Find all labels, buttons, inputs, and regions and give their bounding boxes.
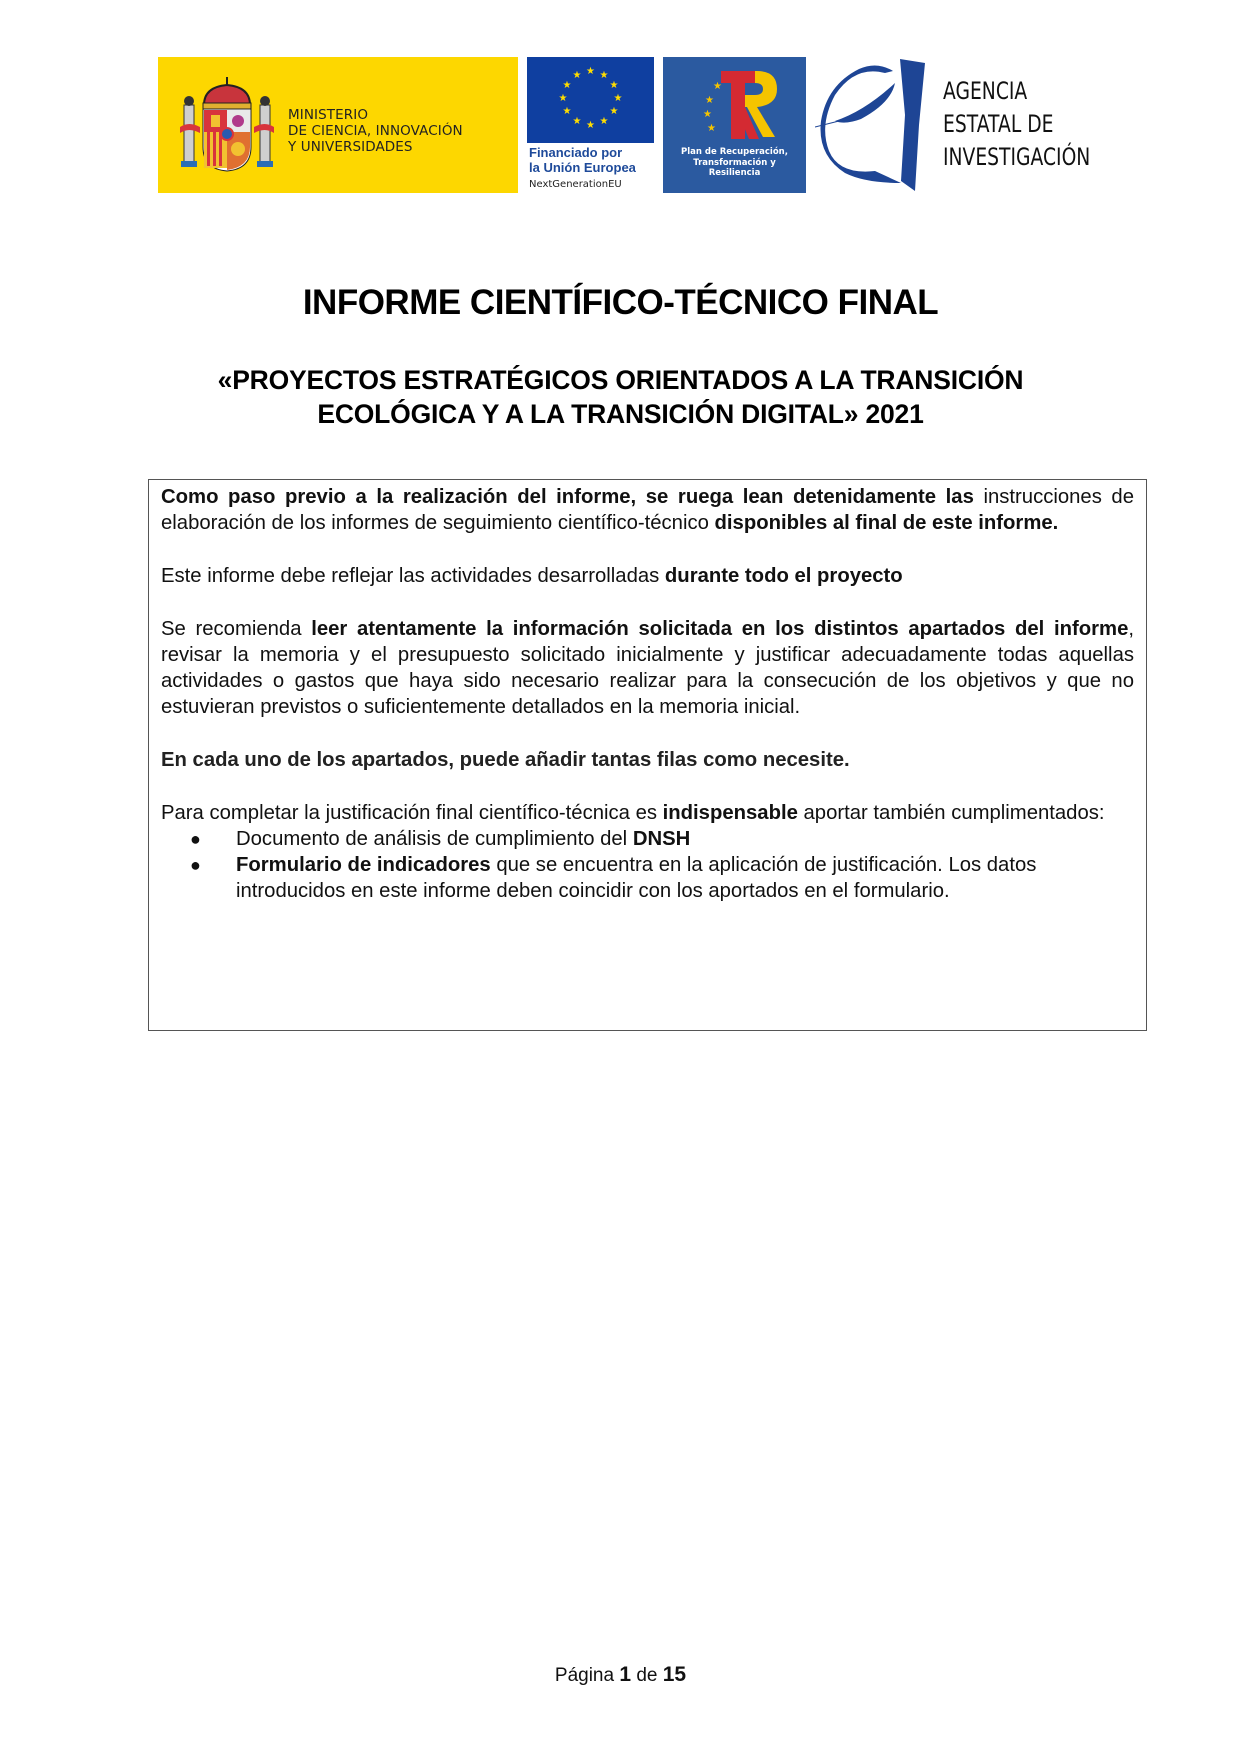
ministerio-logo <box>158 57 518 193</box>
eu-flag-icon <box>527 57 654 143</box>
prtr-line-1: Plan de Recuperación, <box>681 147 788 157</box>
p1-bold-end: disponibles al final de este informe. <box>714 512 1059 534</box>
svg-text:★: ★ <box>562 106 572 117</box>
aei-emblem-icon <box>815 55 935 195</box>
eu-line-1: Financiado por <box>529 145 623 160</box>
ministerio-name <box>288 107 463 155</box>
p3-text-start: Se recomienda <box>161 618 312 640</box>
svg-text:★: ★ <box>572 70 582 81</box>
page-of-label: de <box>636 1665 658 1686</box>
svg-text:★: ★ <box>572 116 582 127</box>
bullet-icon: ● <box>190 829 201 849</box>
instructions-paragraph-3 <box>161 616 1134 720</box>
prtr-line-3: Resiliencia <box>708 168 761 178</box>
svg-text:★: ★ <box>586 120 595 131</box>
bullet-2-text: que se encuentra en la aplicación de justificación. Los datos introducidos en este informe deben coincidir con los aportados en el formulario. <box>236 854 1037 902</box>
p3-text-end: , revisar la memoria y el presupuesto solicitado inicialmente y justificar adecuadamente todas aquellas actividades o gastos que haya sido necesario realizar para la consecución de los objetivos y que no estuvieran previstos o suficientemente detallados en la memoria inicial. <box>161 618 1134 718</box>
p5-text-end: aportar también cumplimentados: <box>797 802 1105 824</box>
instructions-box <box>148 479 1147 1031</box>
p2-text: Este informe debe reflejar las actividades desarrolladas <box>161 565 665 587</box>
page-number-footer <box>0 1663 1241 1687</box>
prtr-text <box>663 147 806 179</box>
svg-text:★: ★ <box>558 93 568 104</box>
p4-bold: En cada uno de los apartados, puede añadir tantas filas como necesite. <box>161 749 850 771</box>
current-page: 1 <box>619 1663 632 1686</box>
svg-text:★: ★ <box>703 109 712 120</box>
aei-line-1: AGENCIA <box>943 77 1028 105</box>
aei-name <box>943 75 1090 174</box>
instructions-paragraph-4 <box>161 747 1134 773</box>
p2-bold: durante todo el proyecto <box>664 565 903 587</box>
total-pages: 15 <box>662 1663 687 1686</box>
ministerio-line-3: Y UNIVERSIDADES <box>288 139 413 155</box>
svg-text:★: ★ <box>562 80 572 91</box>
p1-bold-intro: Como paso previo a la realización del informe, se ruega lean detenidamente las <box>161 486 974 508</box>
svg-text:★: ★ <box>599 116 609 127</box>
bullet-1-text: Documento de análisis de cumplimiento del <box>236 828 633 850</box>
document-title: INFORME CIENTÍFICO-TÉCNICO FINAL <box>302 283 939 322</box>
p3-bold: leer atentamente la información solicitada en los distintos apartados del informe <box>311 618 1129 640</box>
instructions-paragraph-5 <box>161 800 1134 826</box>
p1-text: instrucciones de elaboración de los informes de seguimiento científico-técnico <box>161 486 1134 534</box>
ministerio-line-2: DE CIENCIA, INNOVACIÓN <box>288 123 463 139</box>
eu-line-2: la Unión Europea <box>529 160 636 175</box>
instructions-paragraph-2 <box>161 563 1134 589</box>
prtr-line-2: Transformación y <box>693 157 776 168</box>
document-subtitle <box>0 363 1241 431</box>
svg-text:★: ★ <box>609 80 619 91</box>
svg-text:★: ★ <box>609 106 619 117</box>
aei-line-2: ESTATAL DE <box>943 110 1054 138</box>
next-generation-eu-text: NextGenerationEU <box>529 179 622 190</box>
list-item <box>161 852 1134 904</box>
required-documents-list <box>161 826 1134 904</box>
svg-text:★: ★ <box>713 81 722 92</box>
bullet-1-bold: DNSH <box>632 828 691 850</box>
page-label: Página <box>554 1665 615 1686</box>
svg-text:★: ★ <box>707 123 716 134</box>
prtr-logo <box>663 57 806 193</box>
eu-funding-text <box>529 145 636 175</box>
p5-text-start: Para completar la justificación final científico-técnica es <box>161 802 663 824</box>
svg-text:★: ★ <box>705 95 714 106</box>
instructions-content <box>161 484 1134 904</box>
instructions-paragraph-1 <box>161 484 1134 536</box>
prtr-emblem-icon <box>693 65 783 141</box>
bullet-icon: ● <box>190 855 201 875</box>
svg-text:★: ★ <box>613 93 623 104</box>
svg-text:★: ★ <box>586 66 595 77</box>
coat-of-arms-icon <box>178 77 276 173</box>
subtitle-line-2: ECOLÓGICA Y A LA TRANSICIÓN DIGITAL» 2021 <box>317 399 924 429</box>
svg-text:★: ★ <box>599 70 609 81</box>
aei-logo <box>815 55 1095 195</box>
bullet-2-bold: Formulario de indicadores <box>236 854 491 876</box>
ministerio-line-1: MINISTERIO <box>288 107 369 123</box>
p5-bold: indispensable <box>662 802 798 824</box>
list-item <box>161 826 1134 852</box>
aei-line-3: INVESTIGACIÓN <box>943 143 1091 171</box>
subtitle-line-1: «PROYECTOS ESTRATÉGICOS ORIENTADOS A LA TRANSICIÓN <box>217 365 1024 395</box>
eu-funding-logo <box>527 57 654 197</box>
